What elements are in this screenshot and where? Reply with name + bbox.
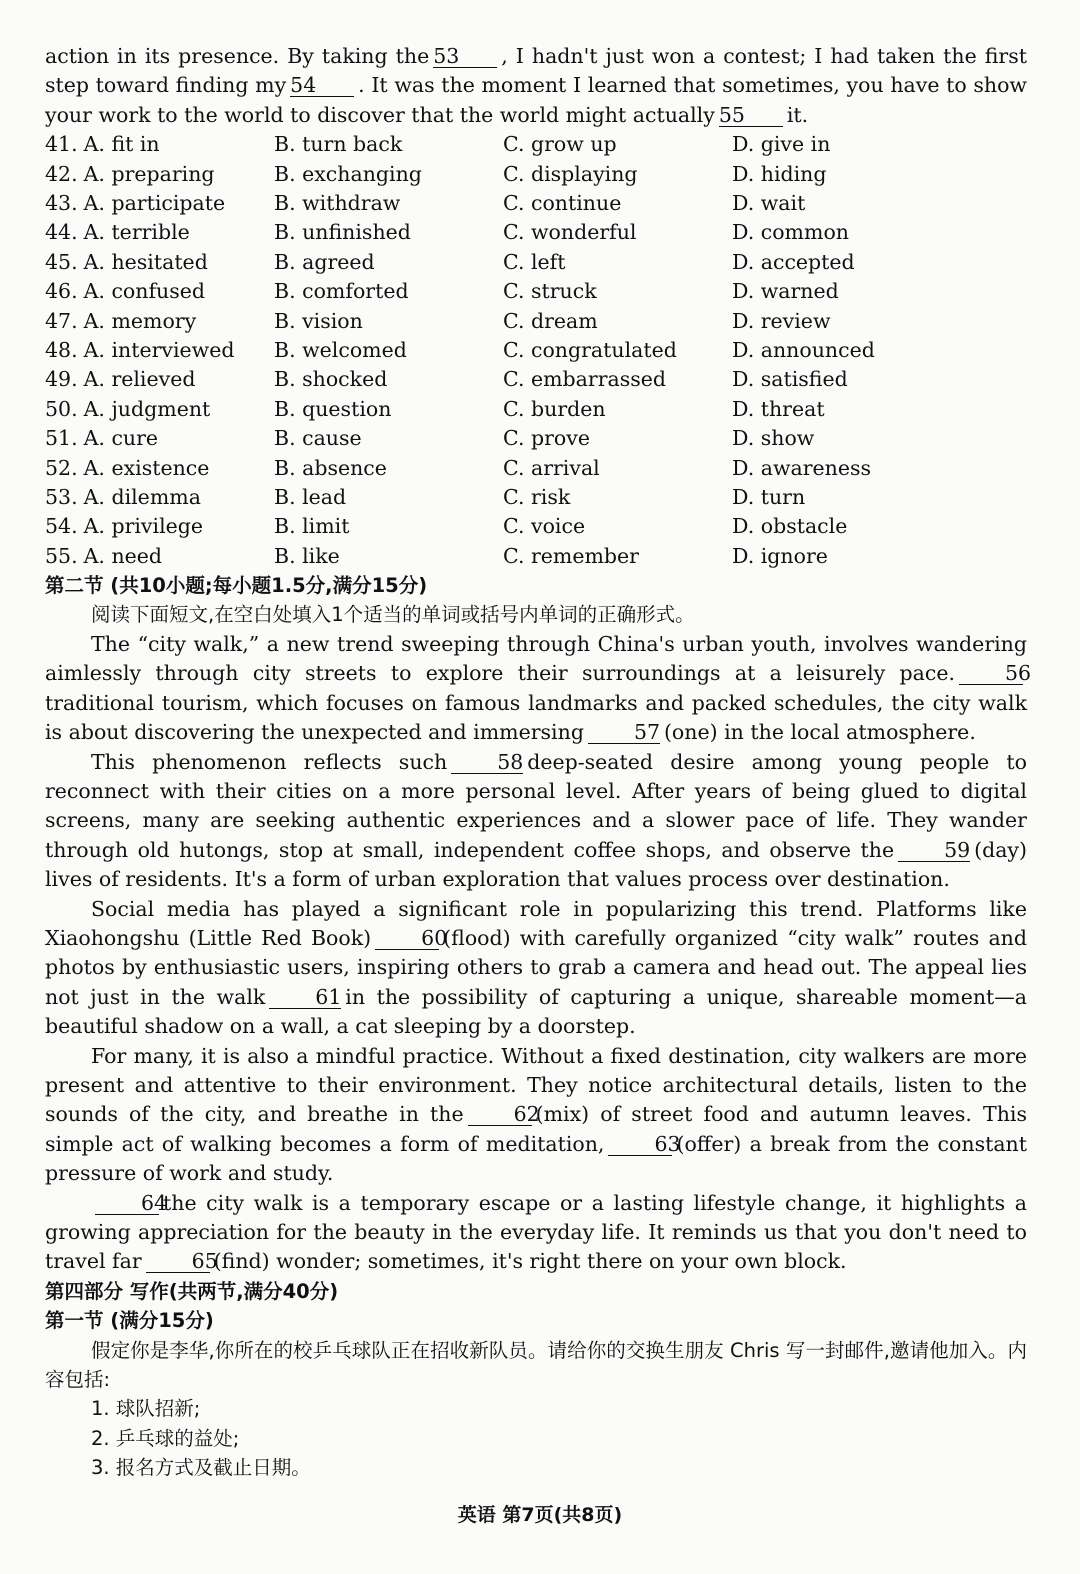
option-b[interactable]: B. like	[274, 543, 340, 568]
question-option-row	[45, 512, 1027, 541]
question-option-row	[45, 542, 1027, 571]
option-a[interactable]	[45, 218, 274, 247]
option-c[interactable]: C. voice	[503, 514, 586, 539]
option-b[interactable]: B. turn back	[274, 132, 403, 157]
option-c[interactable]: C. congratulated	[503, 337, 677, 362]
option-text: A. need	[83, 543, 163, 568]
question-number: 41.	[45, 132, 78, 157]
option-b[interactable]: B. comforted	[274, 279, 409, 304]
text: (flood) with carefully organized “city walk” routes and photos by enthusiastic users, inspiring others to grab a camera and head out. The appeal lies not just in the walk	[45, 925, 1027, 1009]
question-option-row	[45, 277, 1027, 306]
blank-65[interactable]: 65	[146, 1250, 210, 1273]
blank-59[interactable]: 59	[898, 839, 970, 862]
option-b[interactable]: B. unfinished	[274, 220, 411, 245]
question-number: 52.	[45, 455, 78, 480]
paragraph-2	[45, 748, 1027, 895]
section2-instruction: 阅读下面短文,在空白处填入1个适当的单词或括号内单词的正确形式。	[91, 603, 695, 627]
option-b[interactable]: B. limit	[274, 514, 350, 539]
blank-58[interactable]: 58	[451, 751, 523, 774]
text: action in its presence. By taking the	[45, 44, 430, 68]
option-d[interactable]: D. announced	[732, 337, 875, 362]
text: in the possibility of capturing a unique, shareable moment—a beautiful shadow on a wall, a cat sleeping by a doorstep.	[45, 984, 1027, 1039]
question-number: 47.	[45, 308, 78, 333]
blank-60[interactable]: 60	[375, 927, 439, 950]
option-d[interactable]: D. hiding	[732, 161, 827, 186]
question-number: 49.	[45, 367, 78, 392]
option-a[interactable]	[45, 248, 274, 277]
page-footer: 英语 第7页(共8页)	[457, 1504, 623, 1526]
option-c[interactable]: C. prove	[503, 426, 590, 451]
question-option-row	[45, 336, 1027, 365]
blank-56[interactable]: 56	[959, 662, 1023, 685]
text: (mix) of street food and autumn leaves. This simple act of walking becomes a form of meditation,	[45, 1102, 1027, 1156]
option-d[interactable]: D. threat	[732, 396, 825, 421]
writing-requirements	[45, 1394, 1027, 1482]
option-c[interactable]: C. arrival	[503, 455, 600, 480]
blank-55[interactable]: 55	[719, 104, 783, 127]
option-text: A. interviewed	[83, 337, 235, 362]
blank-57[interactable]: 57	[588, 721, 660, 744]
text: The “city walk,” a new trend sweeping through China's urban youth, involves wandering aimlessly through city streets to explore their surroundings at a leisurely pace.	[45, 631, 1027, 686]
text: For many, it is also a mindful practice. Without a fixed destination, city walkers are more present and attentive to their environment. They notice architectural details, listen to the sounds of the city, and breathe in the	[45, 1043, 1027, 1127]
option-d[interactable]: D. review	[732, 308, 831, 333]
requirement-item: 3. 报名方式及截止日期。	[91, 1456, 311, 1480]
option-text: A. terrible	[83, 220, 190, 245]
option-d[interactable]: D. give in	[732, 132, 831, 157]
option-a[interactable]	[45, 424, 274, 453]
text: (find) wonder; sometimes, it's right there on your own block.	[213, 1249, 847, 1274]
option-text: A. existence	[83, 455, 210, 480]
question-option-row	[45, 424, 1027, 453]
option-b[interactable]: B. withdraw	[274, 191, 401, 215]
option-c[interactable]: C. displaying	[503, 161, 638, 186]
option-c[interactable]: C. remember	[503, 543, 639, 568]
question-number: 51.	[45, 426, 78, 451]
text: it.	[786, 102, 809, 127]
section2-heading: 第二节 (共10小题;每小题1.5分,满分15分)	[45, 574, 428, 598]
option-c[interactable]: C. burden	[503, 396, 606, 421]
option-c[interactable]: C. embarrassed	[503, 367, 667, 392]
blank-54[interactable]: 54	[290, 74, 354, 97]
option-a[interactable]	[45, 307, 274, 336]
question-number: 54.	[45, 514, 78, 539]
options-list	[45, 130, 1027, 571]
question-option-row	[45, 365, 1027, 394]
option-c[interactable]: C. dream	[503, 308, 598, 333]
question-number: 50.	[45, 396, 78, 421]
option-d[interactable]: D. warned	[732, 279, 839, 304]
requirement-item: 2. 乒乓球的益处;	[91, 1426, 240, 1450]
option-b[interactable]: B. exchanging	[274, 161, 422, 186]
option-text: A. memory	[83, 308, 197, 333]
option-d[interactable]: D. show	[732, 426, 815, 451]
option-d[interactable]: D. turn	[732, 484, 806, 509]
option-text: A. privilege	[83, 514, 204, 539]
text: the city walk is a temporary escape or a lasting lifestyle change, it highlights a growing appreciation for the beauty in the everyday life. It reminds us that you don't need to travel far	[45, 1190, 1027, 1274]
text: deep-seated desire among young people to reconnect with their cities on a more personal level. After years of being glued to digital screens, many are seeking authentic experiences and a slower pace of life. They wander through old hutongs, stop at small, independent coffee shops, and observe the	[45, 749, 1027, 862]
text: (offer) a break from the constant pressure of work and study.	[45, 1131, 1027, 1186]
paragraph-1	[45, 630, 1032, 748]
option-d[interactable]: D. wait	[732, 191, 806, 215]
option-c[interactable]: C. left	[503, 249, 566, 274]
question-number: 55.	[45, 543, 78, 568]
option-a[interactable]	[45, 365, 274, 394]
option-a[interactable]	[45, 483, 274, 512]
question-number: 48.	[45, 337, 78, 362]
option-a[interactable]	[45, 512, 274, 541]
question-option-row	[45, 130, 1027, 159]
option-b[interactable]: B. lead	[274, 484, 347, 509]
paragraph-3	[45, 895, 1027, 1042]
question-option-row	[45, 160, 1027, 189]
option-d[interactable]: D. awareness	[732, 455, 872, 480]
blank-61[interactable]: 61	[269, 986, 341, 1009]
option-text: A. participate	[83, 191, 226, 215]
option-a[interactable]	[45, 395, 274, 424]
option-text: A. hesitated	[83, 249, 208, 274]
option-text: A. confused	[83, 279, 206, 304]
option-text: A. judgment	[83, 396, 211, 421]
option-text: A. relieved	[83, 367, 196, 392]
text: traditional tourism, which focuses on famous landmarks and packed schedules, the city walk is about discovering the unexpected and immersing	[45, 690, 1027, 745]
writing-prompt: 假定你是李华,你所在的校乒乓球队正在招收新队员。请给你的交换生朋友 Chris 写一封邮件,邀请他加入。内容包括:	[45, 1338, 1027, 1392]
option-b[interactable]: B. agreed	[274, 249, 375, 274]
option-a[interactable]	[45, 336, 274, 365]
option-text: A. dilemma	[83, 484, 201, 509]
text: Social media has played a significant role in popularizing this trend. Platforms like Xiaohongshu (Little Red Book)	[45, 896, 1027, 950]
text: (one) in the local atmosphere.	[663, 720, 976, 745]
option-text: A. cure	[83, 426, 159, 451]
blank-62[interactable]: 62	[468, 1103, 532, 1126]
option-c[interactable]: C. struck	[503, 279, 597, 304]
option-c[interactable]: C. wonderful	[503, 220, 637, 245]
option-d[interactable]: D. ignore	[732, 543, 828, 568]
option-a[interactable]	[45, 454, 274, 483]
question-option-row	[45, 307, 1027, 336]
question-number: 43.	[45, 191, 78, 215]
option-d[interactable]: D. common	[732, 220, 849, 245]
text: . It was the moment I learned that sometimes, you have to show your work to the world to discover that the world might actually	[45, 73, 1027, 127]
option-b[interactable]: B. question	[274, 396, 392, 421]
question-number: 46.	[45, 279, 78, 304]
option-b[interactable]: B. shocked	[274, 367, 388, 392]
part4-section1-heading: 第一节 (满分15分)	[45, 1309, 214, 1333]
text: (day) lives of residents. It's a form of urban exploration that values process over destination.	[45, 837, 1027, 892]
question-option-row	[45, 218, 1027, 247]
option-b[interactable]: B. vision	[274, 308, 363, 333]
question-number: 44.	[45, 220, 78, 245]
option-c[interactable]: C. continue	[503, 191, 622, 215]
blank-63[interactable]: 63	[608, 1133, 672, 1156]
option-d[interactable]: D. obstacle	[732, 514, 848, 539]
blank-53[interactable]: 53	[433, 45, 497, 68]
blank-64[interactable]: 64	[95, 1192, 159, 1215]
question-option-row	[45, 248, 1027, 277]
option-a[interactable]	[45, 542, 274, 571]
option-b[interactable]: B. absence	[274, 455, 387, 480]
question-number: 53.	[45, 484, 78, 509]
option-b[interactable]: B. cause	[274, 426, 362, 451]
option-a[interactable]	[45, 189, 274, 218]
question-option-row	[45, 454, 1027, 483]
option-text: A. preparing	[83, 161, 215, 186]
question-option-row	[45, 189, 1027, 218]
paragraph-4	[45, 1042, 1027, 1189]
part4-heading: 第四部分 写作(共两节,满分40分)	[45, 1279, 339, 1303]
text: , I hadn't just won a contest; I had taken the first step toward finding my	[45, 44, 1027, 98]
page-content	[45, 42, 1032, 1483]
option-a[interactable]	[45, 277, 274, 306]
passage-ending	[45, 42, 1027, 130]
option-text: A. fit in	[83, 132, 160, 157]
text: This phenomenon reflects such	[91, 749, 448, 774]
option-a[interactable]	[45, 130, 274, 159]
option-c[interactable]: C. risk	[503, 484, 571, 509]
question-number: 45.	[45, 249, 78, 274]
paragraph-5	[45, 1189, 1027, 1277]
option-d[interactable]: D. accepted	[732, 249, 855, 274]
question-option-row	[45, 483, 1027, 512]
option-b[interactable]: B. welcomed	[274, 337, 407, 362]
question-option-row	[45, 395, 1027, 424]
option-a[interactable]	[45, 160, 274, 189]
option-c[interactable]: C. grow up	[503, 132, 617, 157]
question-number: 42.	[45, 161, 78, 186]
option-d[interactable]: D. satisfied	[732, 367, 848, 392]
requirement-item: 1. 球队招新;	[91, 1397, 201, 1421]
